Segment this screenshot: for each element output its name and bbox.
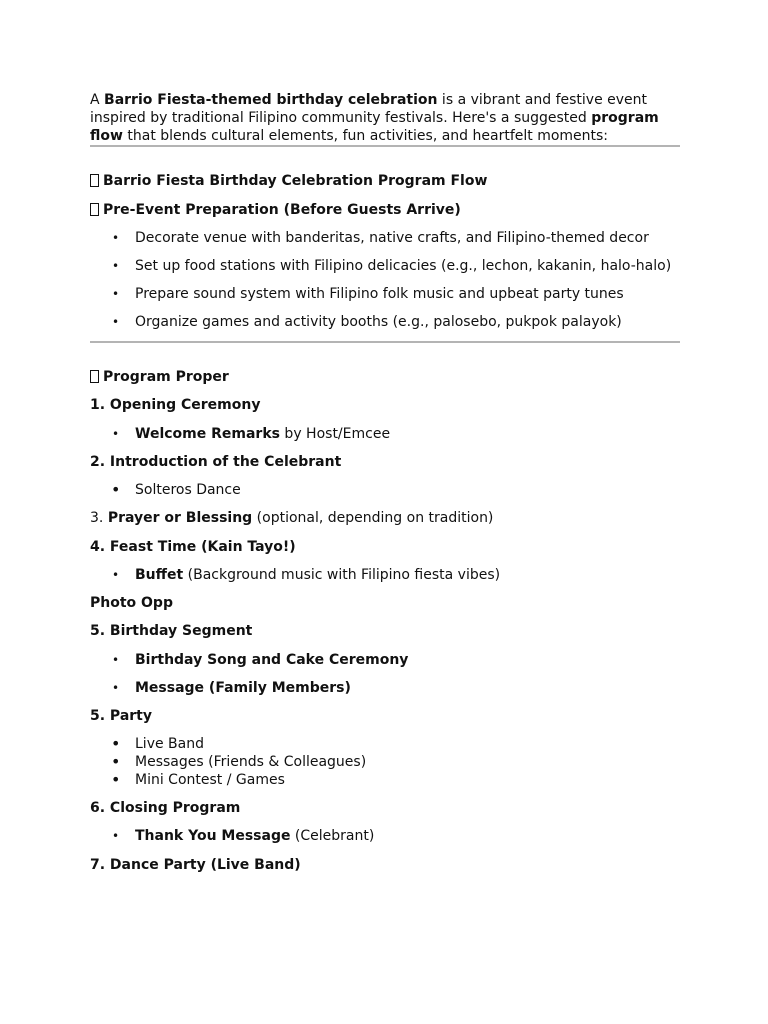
- missing-glyph-icon: [90, 370, 99, 383]
- photo-opp-heading: Photo Opp: [90, 595, 173, 611]
- section-party: 5. Party: [90, 708, 152, 724]
- list-item: • Organize games and activity booths (e.g., palosebo, pukpok palayok): [90, 313, 680, 331]
- intro-paragraph: [90, 91, 680, 145]
- list-item: • Messages (Friends & Colleagues): [90, 753, 680, 771]
- section-number: 3.: [90, 510, 108, 526]
- program-flow-title: [90, 172, 680, 190]
- intro-bold-text: Barrio Fiesta-themed birthday celebration: [104, 92, 438, 108]
- missing-glyph-icon: [90, 203, 99, 216]
- party-list: [90, 735, 680, 789]
- pre-event-heading: [90, 201, 680, 219]
- section-dance-party: 7. Dance Party (Live Band): [90, 857, 301, 873]
- section-introduction: 2. Introduction of the Celebrant: [90, 454, 342, 470]
- list-item: [90, 425, 680, 443]
- list-item: • Mini Contest / Games: [90, 771, 680, 789]
- list-item: • Set up food stations with Filipino delicacies (e.g., lechon, kakanin, halo-halo): [90, 257, 680, 275]
- feast-list: [90, 566, 680, 584]
- divider: [90, 145, 680, 147]
- program-proper-heading: [90, 368, 680, 386]
- intro-text: is a vibrant and festive event inspired by traditional Filipino community festivals. Here's a suggested: [90, 92, 648, 126]
- list-item: [90, 566, 680, 584]
- section-feast-time: 4. Feast Time (Kain Tayo!): [90, 539, 296, 555]
- title-text: Barrio Fiesta Birthday Celebration Program Flow: [103, 173, 488, 189]
- closing-list: [90, 827, 680, 845]
- list-item: • Live Band: [90, 735, 680, 753]
- intro-text: A: [90, 92, 105, 108]
- list-item: • Solteros Dance: [90, 481, 680, 499]
- divider: [90, 341, 680, 343]
- section-bold-text: Prayer or Blessing: [107, 510, 253, 526]
- section-birthday-segment: 5. Birthday Segment: [90, 623, 253, 639]
- section-closing-program: 6. Closing Program: [90, 800, 241, 816]
- list-item: • Decorate venue with banderitas, native crafts, and Filipino-themed decor: [90, 229, 680, 247]
- intro-bold-text: program flow: [90, 110, 659, 144]
- section-opening-ceremony: 1. Opening Ceremony: [90, 397, 261, 413]
- heading-text: Program Proper: [103, 369, 229, 385]
- heading-text: Pre-Event Preparation (Before Guests Arrive): [103, 202, 461, 218]
- list-item: [90, 679, 680, 697]
- list-item: [90, 827, 680, 845]
- section-text: (optional, depending on tradition): [252, 510, 494, 526]
- pre-event-list: [90, 229, 680, 331]
- item-bold-text: Birthday Song and Cake Ceremony: [135, 652, 409, 668]
- missing-glyph-icon: [90, 174, 99, 187]
- opening-list: [90, 425, 680, 443]
- item-bold-text: Buffet: [135, 567, 184, 583]
- item-bold-text: Message (Family Members): [135, 680, 351, 696]
- document-content: [90, 91, 680, 874]
- item-text: by Host/Emcee: [279, 426, 391, 442]
- item-text: (Celebrant): [290, 828, 375, 844]
- item-bold-text: Thank You Message: [135, 828, 291, 844]
- item-text: (Background music with Filipino fiesta vibes): [183, 567, 501, 583]
- introduction-list: [90, 481, 680, 499]
- item-bold-text: Welcome Remarks: [135, 426, 280, 442]
- intro-text: that blends cultural elements, fun activities, and heartfelt moments:: [122, 128, 609, 144]
- list-item: • Prepare sound system with Filipino folk music and upbeat party tunes: [90, 285, 680, 303]
- birthday-list: [90, 651, 680, 697]
- list-item: [90, 651, 680, 669]
- section-prayer: [90, 509, 680, 527]
